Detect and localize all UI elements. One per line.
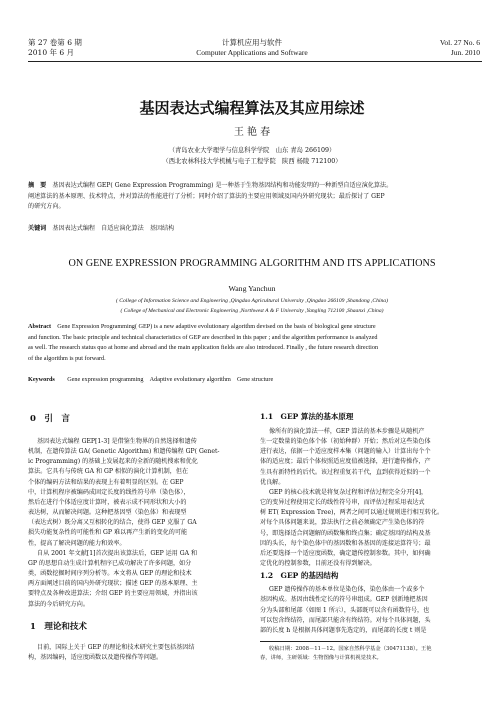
text-line: 对每个具体问题来说，算法执行之前必须确定产生染色体的符 (260, 519, 425, 527)
abstract-cn-line: 的研究方向。 (28, 203, 65, 211)
abstract-en-line: and function. The basic principle and technical characteristics of GEP are described in this paper ; and the algorithm performance is analyzed (28, 333, 378, 341)
text-line: 体的适应度；最后个体按照适应度值被选择，进行遗传操作，产 (260, 458, 431, 466)
footnote (260, 645, 482, 663)
keywords-cn-text: 基因表达式编程 自适应演化算法 基因结构 (52, 225, 175, 232)
gene-structure-paragraph (260, 585, 482, 636)
journal-name-header (0, 38, 504, 58)
author-en: Wang Yanchun (228, 284, 276, 293)
text-line: 生具有新特性的后代。该过程重复若干代，直到获得近似的一个 (260, 468, 431, 476)
text-line: 进行表达，依据一个适应度样本集（问题的输入）计算出每个个 (260, 448, 431, 456)
abstract-en-label: Abstract (28, 323, 52, 330)
journal-volume-header (440, 38, 480, 58)
text-line: 它的变异过程使用定长的线性符号串，而评估过程采用表达式 (260, 499, 425, 507)
abstract-en-text: Gene Expression Programming( GEP) is a new adaptive evolutionary algorithm devised on the basis of biological gene structure (57, 323, 376, 330)
affiliation-en-1: ( College of Information Science and Engineering ,Qingdao Agricultural University ,Qingdao 266109 ,Shandong ,China) (116, 298, 388, 304)
affiliation-cn-1: （青岛农业大学理学与信息科学学院 山东 青岛 266109） (168, 147, 336, 154)
text-line: 两方面阐述目前的国内外研究现状；描述 GEP 的基本原理、主 (28, 580, 198, 588)
abstract-cn-label: 摘 要 (28, 182, 47, 189)
principle-paragraph-2 (260, 488, 482, 569)
text-line: （表达式树）既分离又互相转化的结合，使得 GEP 克服了 GA (28, 519, 197, 527)
abstract-cn-text: 基因表达式编程 GEP( Gene Expression Programming) 是一种基于生物基因结构和功能发明的一种新型自适应演化算法。 (52, 182, 393, 189)
author-cn: 王 艳 春 (233, 127, 271, 138)
text-line: 后还要选择一个适应度函数，确定遗传控制参数。其中，如何确 (260, 549, 431, 557)
abstract-cn (28, 181, 482, 213)
text-line: GP 的思想自动生成计算机程序已成功解决了许多问题，如分 (28, 559, 192, 567)
keywords-cn-label: 关键词 (28, 225, 47, 232)
abstract-cn-line (28, 181, 482, 192)
text-line: 树 ET( Expression Tree)，两者之间可以通过规则进行相互转化。 (260, 509, 444, 517)
journal-volume-en: Vol. 27 No. 6 (439, 38, 480, 47)
text-line: 基因表达式编程 GEP[1-3] 是借鉴生物界的自然选择和遗传 (37, 438, 197, 445)
text-line: GEP 遗传操作的基本单位是染色体，染色体由一个或多个 (269, 586, 425, 594)
intro-paragraph-1 (28, 437, 250, 549)
keywords-en-text: Gene expression programming Adaptive evolutionary algorithm Gene structure (67, 376, 274, 383)
text-line: 构，基因编码，适应度函数以及遗传操作等问题。 (28, 653, 163, 661)
theory-paragraph-1 (28, 643, 250, 663)
text-line: 中，计算机程序被编码成固定长度的线性符号串（染色体）， (28, 488, 190, 496)
text-line: 然后在进行个体适应度计算时，被表示成不同形状和大小的 (28, 498, 187, 506)
text-line: 部的长度 h 是根据具体问题事先选定的，而尾部的长度 t 则是 (260, 626, 427, 634)
right-column (260, 412, 482, 663)
text-line: 像所有的演化算法一样，GEP 算法的基本步骤是从随机产 (269, 428, 425, 435)
text-line: 个体的编码方法和结果的表现上有着明显的区别。在 GEP (28, 478, 184, 486)
text-line: 类，函数挖掘时间序列分析等。本文将从 GEP 的理论和技术 (28, 570, 192, 578)
text-line: 目前，国际上关于 GEP 的理论和技术研究主要包括基因结 (37, 643, 195, 651)
journal-date-cn: 2010 年 6 月 (28, 48, 75, 57)
subsection-1-1-heading: 1.1 GEP 算法的基本原理 (260, 412, 354, 421)
section-0-heading: 0 引 言 (30, 414, 70, 424)
footnote-line: 收稿日期：2008－11－12。国家自然科学基金（30471138）。王艳 (269, 645, 432, 652)
text-line: 机制，在遗传算法 GA( Genetic Algorithm) 和遗传编程 GP( Genet- (28, 448, 220, 456)
paper-title-cn: 基因表达式编程算法及其应用综述 (139, 99, 365, 117)
paper-title-en: ON GENE EXPRESSION PROGRAMMING ALGORITHM AND ITS APPLICATIONS (68, 258, 436, 269)
text-line: 分为头部和尾部（如图 1 所示），头部既可以含有函数符号，也 (260, 606, 430, 614)
abstract-en-line: as well. The research status quo at home and abroad and the main application fields are also introduced. Finally , the future research direction (28, 344, 379, 351)
abstract-en-line (28, 322, 486, 333)
text-line: 生一定数量的染色体个体（初始种群）开始；然后对这些染色体 (260, 438, 431, 446)
text-line: 损失功能复杂性的可能性和 GP 难以再产生新的变化的可能 (28, 529, 188, 537)
text-line: 性，提高了解决问题的能力和效率。 (28, 539, 126, 547)
journal-date-en: Jun. 2010 (450, 48, 480, 57)
text-line: 算法。它具有与传统 GA 和 GP 相似的演化计算机制，但在 (28, 468, 189, 476)
text-line: 算法的今后研究方向。 (28, 600, 89, 608)
text-line: 自从 2001 年文献[1]首次提出该算法后，GEP 运用 GA 和 (37, 549, 198, 557)
section-1-heading: 1 理论和技术 (30, 621, 87, 632)
intro-paragraph-2 (28, 549, 250, 610)
footnote-line: 春，讲师，主研领域：生物图像与计算机视觉技术。 (260, 654, 382, 661)
principle-paragraph-1 (260, 427, 482, 488)
text-line: 号，即选择适合问题解的函数集和终点集；确定基因的结构及基 (260, 529, 431, 537)
text-line: GEP 的核心技术就是将复杂过程和评估过程完全分开[4]， (269, 488, 428, 496)
abstract-en (28, 322, 486, 364)
abstract-en-line: of the algorithm is put forward. (28, 354, 106, 362)
text-line: 可以包含终结符，而尾部只能含有终结符。对每个具体问题，头 (260, 616, 431, 624)
header-rule (28, 61, 482, 62)
text-line: 因的头长，每个染色体中的基因数和各基因的连接运算符号；最 (260, 539, 431, 547)
subsection-1-2-heading: 1.2 GEP 的基因结构 (260, 571, 339, 581)
text-line: 表达树，从而解决问题。这种把基因型（染色体）和表现型 (28, 509, 187, 517)
text-line: 基因构成。基因由线性定长的符号串组成。GEP 创新地把基因 (260, 596, 428, 604)
keywords-en-label: Keywords (28, 376, 55, 383)
affiliation-cn-2: （西北农林科技大学机械与电子工程学院 陕西 杨陵 712100） (162, 158, 342, 165)
abstract-cn-line: 阐述算法的基本原理、技术特点，并对算法的性能进行了分析；同时介绍了算法的主要应用领域及国内外研究现状；最后探讨了 GEP (28, 192, 385, 200)
footnote-rule (260, 641, 380, 642)
affiliation-en-2: ( College of Mechanical and Electronic Engineering ,Northwest A & F University ,Yangling 712100 ,Shaanxi ,China) (120, 308, 384, 314)
text-line: 优良解。 (260, 478, 285, 486)
journal-volume-cn: 第 27 卷第 6 期 (28, 38, 82, 47)
journal-title-en: Computer Applications and Software (196, 48, 308, 57)
text-line: ic Programming) 的基础上发展起来的全新的随机搜索和优化 (28, 458, 198, 466)
journal-title-cn: 计算机应用与软件 (222, 38, 282, 47)
left-column (28, 412, 250, 663)
keywords-en (28, 375, 482, 385)
keywords-cn (28, 224, 482, 234)
text-line: 要特点及各种改进算法；介绍 GEP 的主要应用领域，并指出该 (28, 590, 198, 598)
text-line: 定优化的控制参数，目前还没有得到解决。 (260, 560, 376, 568)
